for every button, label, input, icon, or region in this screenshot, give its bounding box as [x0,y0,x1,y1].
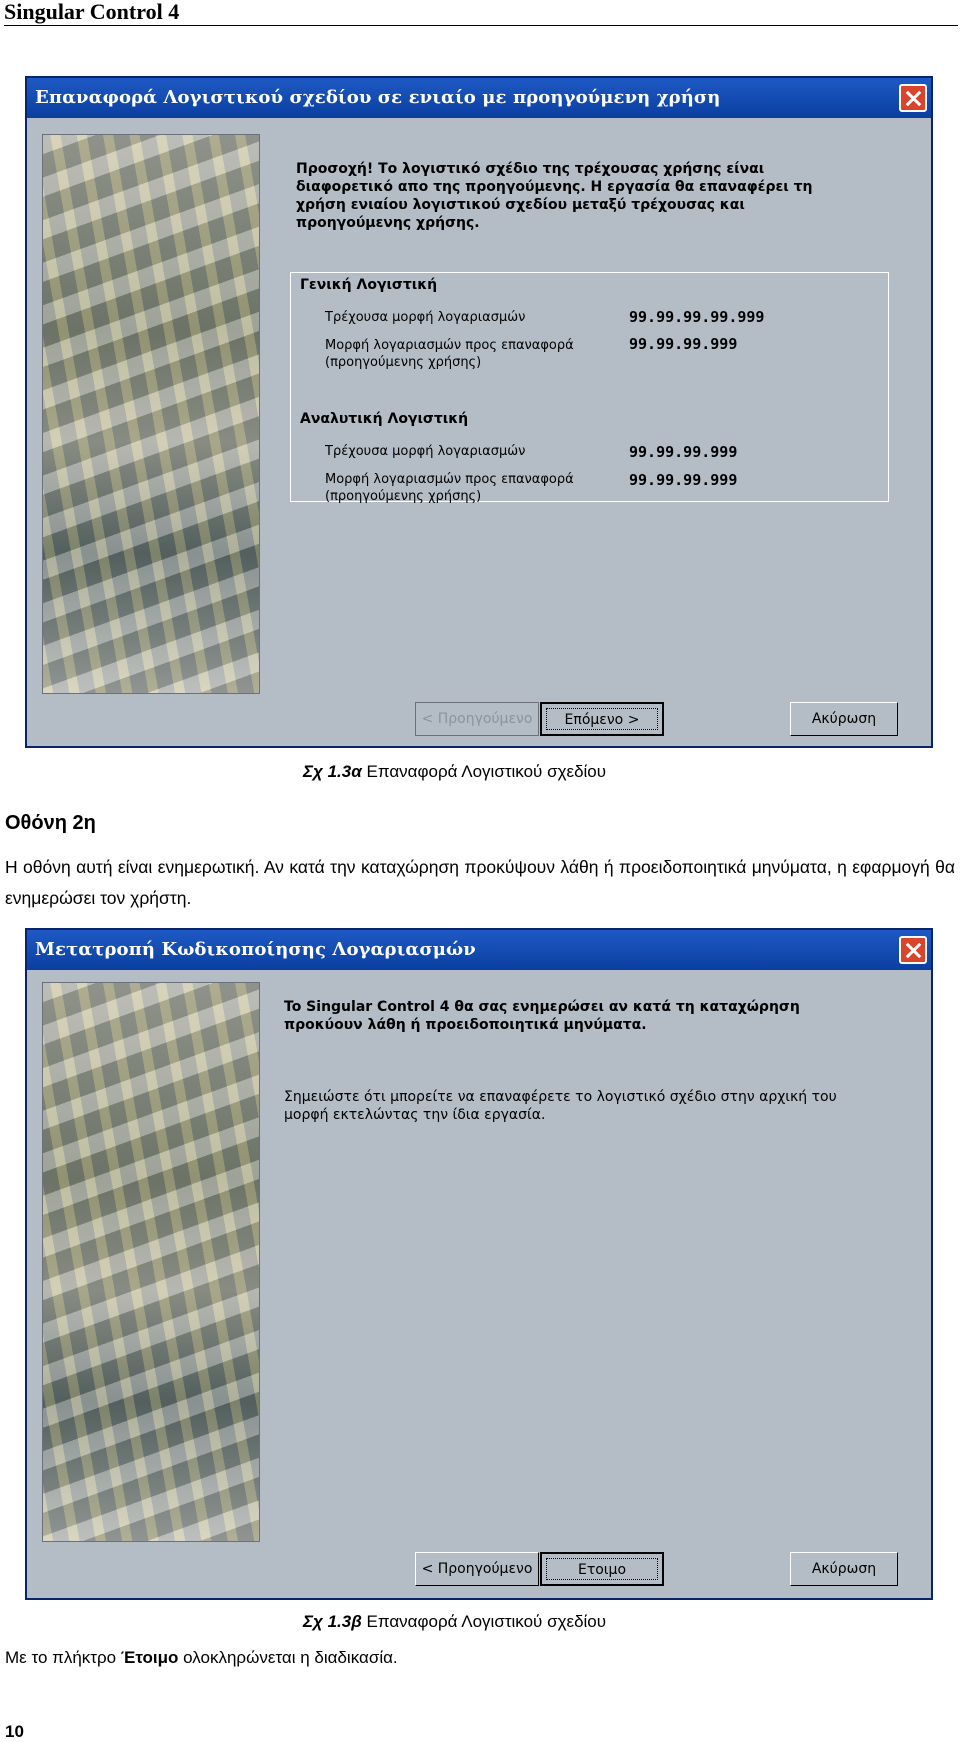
dialog-title: Μετατροπή Κωδικοποίησης Λογαριασμών [35,939,476,960]
back-button[interactable]: < Προηγούμενο [415,702,539,736]
info-text [284,998,800,1034]
page-number: 10 [5,1722,24,1741]
caption-number: Σχ 1.3β [303,1612,362,1631]
analytic-current-value: 99.99.99.999 [629,443,738,461]
warning-text [296,160,813,232]
info-line: To Singular Control 4 θα σας ενημερώσει αν κατά τη καταχώρηση [284,999,800,1015]
caption-text: Επαναφορά Λογιστικού σχεδίου [361,762,607,781]
dialog-titlebar [27,930,931,970]
analytic-restore-value: 99.99.99.999 [629,471,738,489]
general-restore-value: 99.99.99.999 [629,335,738,353]
section-paragraph: Η οθόνη αυτή είναι ενημερωτική. Αν κατά την καταχώρηση προκύψουν λάθη ή προειδοποιητικά μηνύματα, η εφαρμογή θα ενημερώσει τον χρήστη. [5,857,955,908]
wizard-side-image [42,982,260,1542]
warning-line: προηγούμενης χρήσης. [296,215,480,231]
label-line: Μορφή λογαριασμών προς επαναφορά [325,338,574,353]
focus-rect [546,708,658,730]
analytic-accounting-title: Αναλυτική Λογιστική [300,411,469,427]
figure-caption-1b [303,1612,606,1632]
wizard-side-image [42,134,260,694]
focus-rect [546,1558,658,1580]
general-current-label: Τρέχουσα μορφή λογαριασμών [325,310,526,325]
general-current-value: 99.99.99.99.999 [629,308,765,326]
document-header [4,0,958,26]
header-title: Singular Control 4 [4,0,180,24]
analytic-restore-label [325,471,615,505]
next-button[interactable] [540,702,664,736]
note-text [284,1088,837,1124]
info-line: προκύουν λάθη ή προειδοποιητικά μηνύματα. [284,1017,647,1033]
general-accounting-title: Γενική Λογιστική [300,277,438,293]
account-format-group [290,272,889,502]
closing-sentence [5,1648,398,1668]
analytic-current-label: Τρέχουσα μορφή λογαριασμών [325,444,526,459]
closing-bold: Έτοιμο [120,1648,179,1667]
section-heading: Οθόνη 2η [5,812,96,834]
code-conversion-dialog [25,928,933,1600]
warning-line: διαφορετικό απο της προηγούμενης. Η εργασία θα επαναφέρει τη [296,179,813,195]
note-line: Σημειώστε ότι μπορείτε να επαναφέρετε το λογιστικό σχέδιο στην αρχική του [284,1089,837,1105]
back-button[interactable]: < Προηγούμενο [415,1552,539,1586]
figure-caption-1a [303,762,606,782]
next-button-label: Επόμενο > [564,712,640,728]
restore-plan-dialog [25,76,933,748]
general-restore-label [325,337,615,371]
label-line: (προηγούμενης χρήσης) [325,355,482,370]
cancel-button[interactable]: Ακύρωση [790,1552,898,1586]
label-line: Μορφή λογαριασμών προς επαναφορά [325,472,574,487]
finish-button-label: Ετοιμο [577,1562,627,1578]
dialog-title: Επαναφορά Λογιστικού σχεδίου σε ενιαίο με προηγούμενη χρήση [35,87,721,108]
warning-line: χρήση ενιαίου λογιστικού σχεδίου μεταξύ τρέχουσας και [296,197,745,213]
warning-line: Προσοχή! Το λογιστικό σχέδιο της τρέχουσας χρήσης είναι [296,161,765,177]
finish-button[interactable] [540,1552,664,1586]
note-line: μορφή εκτελώντας την ίδια εργασία. [284,1107,546,1123]
closing-text: Με το πλήκτρο [5,1648,121,1667]
closing-text: ολοκληρώνεται η διαδικασία. [178,1648,398,1667]
cancel-button[interactable]: Ακύρωση [790,702,898,736]
label-line: (προηγούμενης χρήσης) [325,489,482,504]
dialog-titlebar [27,78,931,118]
close-icon[interactable] [899,84,927,112]
caption-text: Επαναφορά Λογιστικού σχεδίου [361,1612,607,1631]
caption-number: Σχ 1.3α [303,762,362,781]
close-icon[interactable] [899,936,927,964]
